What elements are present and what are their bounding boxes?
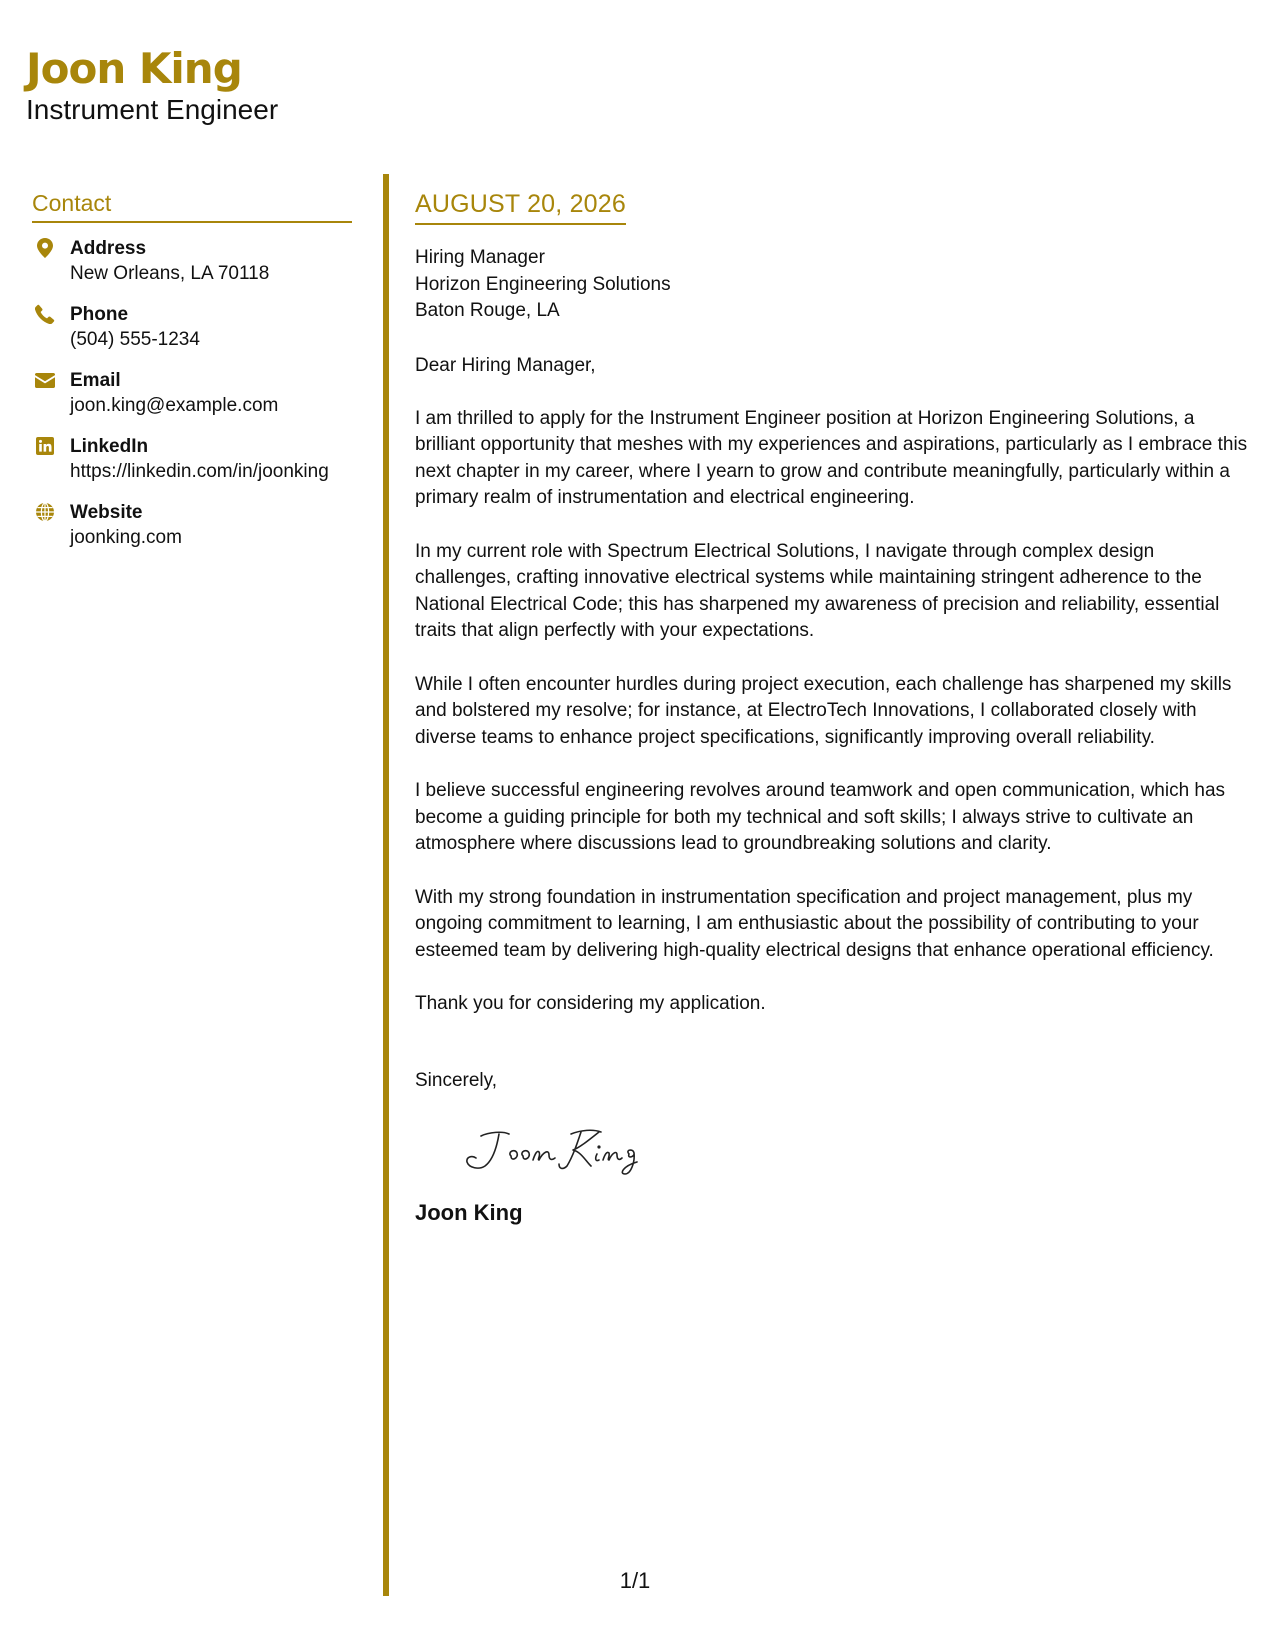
contact-value: joon.king@example.com (70, 395, 279, 416)
signature-image (459, 1122, 1255, 1182)
header (26, 46, 278, 126)
map-pin-icon (34, 237, 56, 259)
salutation: Dear Hiring Manager, (415, 354, 596, 376)
letter-paragraph: While I often encounter hurdles during project execution, each challenge has sharpened my skills and bolstered my resolve; for instance, at ElectroTech Innovations, I collaborated closely with diverse teams to enhance project specifications, significantly improving overall reliability. (415, 673, 1232, 748)
contact-item-website (32, 501, 352, 551)
envelope-icon (34, 369, 56, 391)
letter-paragraph: In my current role with Spectrum Electrical Solutions, I navigate through complex design challenges, crafting innovative electrical systems while maintaining stringent adherence to the National Electrical Code; this has sharpened my awareness of precision and reliability, essential traits that align perfectly with your expectations. (415, 540, 1220, 641)
contact-item-email (32, 369, 352, 419)
letter-body (415, 190, 1255, 1226)
applicant-name: Joon King (26, 44, 242, 93)
signer-name: Joon King (415, 1199, 523, 1225)
contact-item-address (32, 237, 352, 287)
linkedin-icon (34, 435, 56, 457)
contact-label: Address (70, 238, 147, 259)
contact-value: https://linkedin.com/in/joonking (70, 461, 329, 482)
globe-icon (34, 501, 56, 523)
contact-label: Phone (70, 304, 129, 325)
closing: Sincerely, (415, 1069, 498, 1091)
contact-heading: Contact (32, 190, 352, 223)
contact-item-phone (32, 303, 352, 353)
letter-paragraph: Thank you for considering my application. (415, 993, 766, 1014)
vertical-divider (383, 174, 389, 1596)
recipient-line: Horizon Engineering Solutions (415, 273, 671, 295)
recipient-block (415, 245, 1255, 325)
contact-label: Website (70, 502, 143, 523)
contact-value: joonking.com (70, 527, 182, 548)
contact-label: LinkedIn (70, 436, 149, 457)
letter-date: AUGUST 20, 2026 (415, 190, 626, 225)
contact-value: (504) 555-1234 (70, 329, 200, 350)
contact-label: Email (70, 370, 121, 391)
letter-paragraph: With my strong foundation in instrumentation specification and project management, plus my ongoing commitment to learning, I am enthusiastic about the possibility of contributing to your esteemed team by delivering high-quality electrical designs that enhance operational efficiency. (415, 886, 1214, 961)
recipient-line: Hiring Manager (415, 247, 545, 268)
contact-item-linkedin (32, 435, 352, 485)
recipient-line: Baton Rouge, LA (415, 300, 560, 321)
letter-paragraph: I believe successful engineering revolves around teamwork and open communication, which has become a guiding principle for both my technical and soft skills; I always strive to cultivate an atmosphere where discussions lead to groundbreaking solutions and clarity. (415, 780, 1226, 854)
page-number: 1/1 (619, 1568, 651, 1593)
contact-list (32, 237, 352, 551)
contact-sidebar (32, 190, 352, 567)
job-title: Instrument Engineer (26, 94, 279, 126)
contact-value: New Orleans, LA 70118 (70, 263, 270, 284)
letter-paragraph: I am thrilled to apply for the Instrument Engineer position at Horizon Engineering Solutions, a brilliant opportunity that meshes with my experiences and aspirations, particularly as I embrace this next chapter in my career, where I yearn to grow and contribute meaningfully, particularly within a primary realm of instrumentation and electrical engineering. (415, 407, 1248, 508)
phone-icon (34, 303, 56, 325)
